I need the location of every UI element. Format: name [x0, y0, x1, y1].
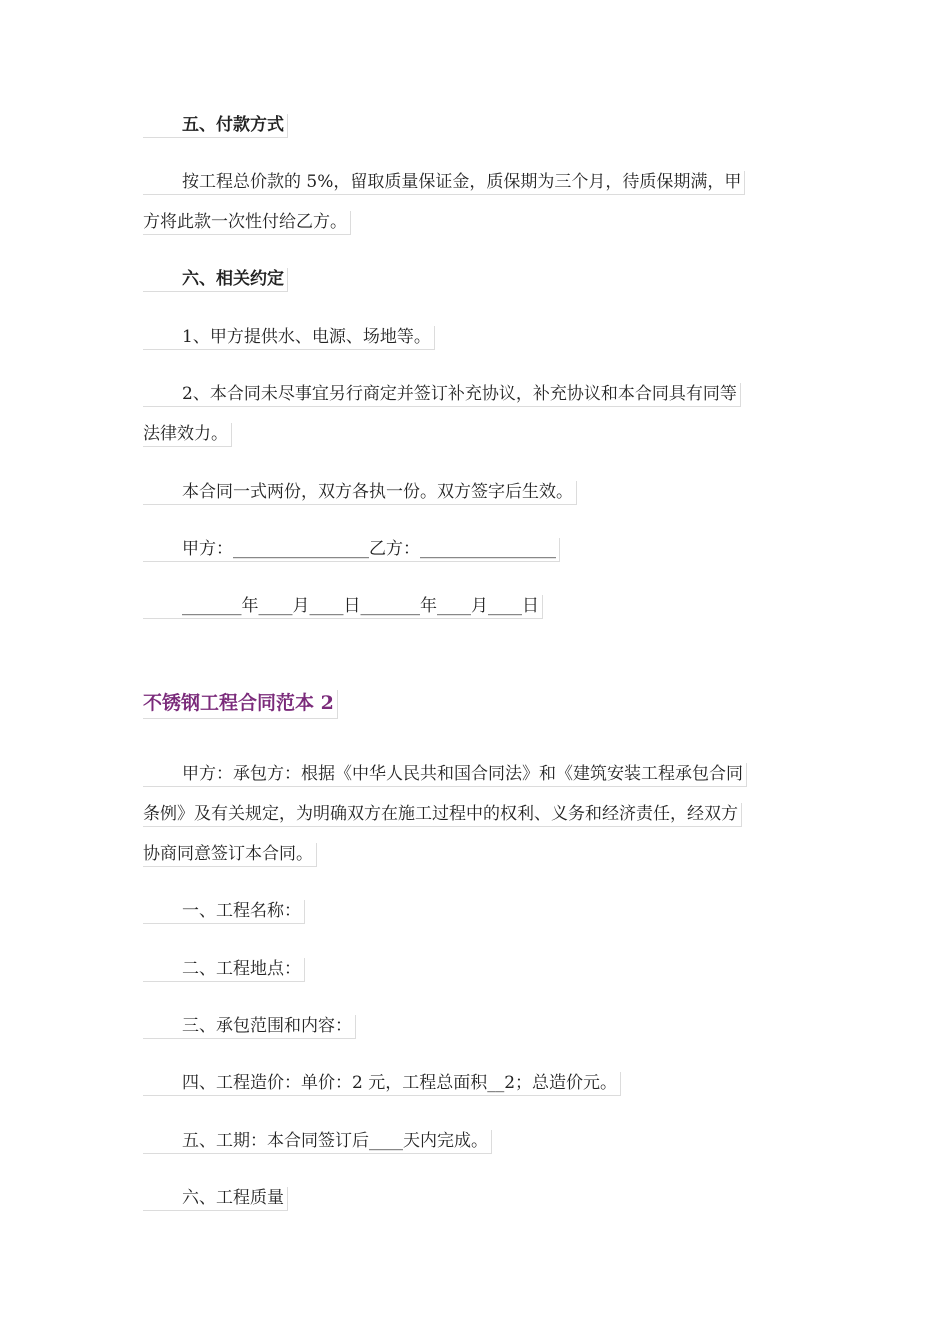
clause-2-line-2: 法律效力。 [143, 423, 232, 447]
clause-2-line-1: 2、本合同未尽事宜另行商定并签订补充协议，补充协议和本合同具有同等 [143, 383, 741, 407]
copies-statement: 本合同一式两份，双方各执一份。双方签字后生效。 [143, 481, 577, 505]
contract-2-intro-line-1: 甲方：承包方：根据《中华人民共和国合同法》和《建筑安装工程承包合同 [143, 763, 747, 787]
item-cost: 四、工程造价：单价：2 元，工程总面积__2；总造价元。 [143, 1072, 621, 1096]
section-heading-agreements: 六、相关约定 [143, 268, 288, 292]
item-duration: 五、工期：本合同签订后____天内完成。 [143, 1130, 492, 1154]
contract-2-intro-line-3: 协商同意签订本合同。 [143, 843, 317, 867]
payment-text-line-2: 方将此款一次性付给乙方。 [143, 211, 351, 235]
item-scope: 三、承包范围和内容： [143, 1015, 356, 1039]
item-project-name: 一、工程名称： [143, 900, 305, 924]
contract-2-intro-line-2: 条例》及有关规定，为明确双方在施工过程中的权利、义务和经济责任，经双方 [143, 803, 742, 827]
item-project-location: 二、工程地点： [143, 958, 305, 982]
payment-text-line-1: 按工程总价款的 5%，留取质量保证金，质保期为三个月，待质保期满，甲 [143, 171, 745, 195]
clause-1: 1、甲方提供水、电源、场地等。 [143, 326, 435, 350]
signature-line: 甲方：________________乙方：________________ [143, 538, 560, 562]
contract-2-title: 不锈钢工程合同范本 2 [143, 690, 338, 719]
item-quality: 六、工程质量 [143, 1187, 288, 1211]
section-heading-payment: 五、付款方式 [143, 114, 288, 138]
date-line: _______年____月____日_______年____月____日 [143, 595, 543, 619]
